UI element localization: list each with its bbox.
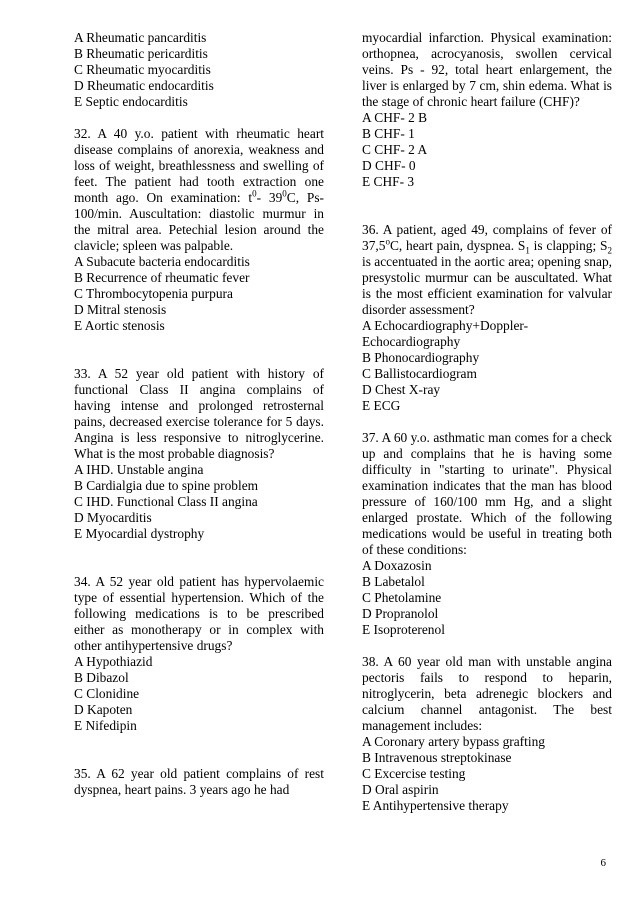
option: E Antihypertensive therapy [362,798,509,813]
option: D Oral aspirin [362,782,439,797]
question-35-end [362,30,612,190]
option: A Subacute bacteria endocarditis [74,254,250,269]
option: C Excercise testing [362,766,466,781]
question-stem: 35. A 62 year old patient complains of rest dyspnea, heart pains. 3 years ago he had [74,766,324,797]
option: B Phonocardiography [362,350,480,365]
option: C Clonidine [74,686,140,701]
option: A IHD. Unstable angina [74,462,204,477]
option: D Propranolol [362,606,439,621]
option: C Ballistocardiogram [362,366,477,381]
option: D Myocarditis [74,510,152,525]
option: Echocardiography [362,334,461,349]
option: D Kapoten [74,702,133,717]
question-37 [362,430,612,638]
option: B Recurrence of rheumatic fever [74,270,250,285]
question-stem: 36. A patient, aged 49, complains of fever of 37,5$^o$C, heart pain, dyspnea. $S_1$ is clapping; $S_2$ is accentuated in the aortic area; opening snap, presystolic murmur can be auscultated. What is the most efficient examination for valvular disorder assessment? [362,222,612,317]
question-32 [74,126,324,334]
option: E Nifedipin [74,718,137,733]
option: B CHF- 1 [362,126,415,141]
question-stem: 34. A 52 year old patient has hypervolaemic type of essential hypertension. Which of the following medications is to be prescribed either as monotherapy or in complex with other antihypertensive drugs? [74,574,324,653]
right-column [362,30,612,814]
option: D Chest X-ray [362,382,441,397]
question-stem: 37. A 60 y.o. asthmatic man comes for a check up and complains that he is having some difficulty in "starting to urinate". Physical examination indicates that the man has blood pressure of 160/100 mm Hg, and a slight enlarged prostate. Which of the following medications would be useful in treating both of these conditions: [362,430,612,557]
question-38 [362,654,612,814]
option: C Rheumatic myocarditis [74,62,211,77]
option: E Isoproterenol [362,622,445,637]
q31-options [74,30,324,110]
option: A Echocardiography+Doppler- [362,318,529,333]
question-stem: myocardial infarction. Physical examination: orthopnea, acrocyanosis, swollen cervical veins. Ps - 92, total heart enlargement, the liver is enlarged by 7 cm, shin edema. What is the stage of chronic heart failure (CHF)? [362,30,612,109]
option: B Intravenous streptokinase [362,750,512,765]
option: B Labetalol [362,574,425,589]
left-column [74,30,324,798]
option: D Mitral stenosis [74,302,167,317]
question-33 [74,366,324,542]
option: E CHF- 3 [362,174,415,189]
option: D Rheumatic endocarditis [74,78,214,93]
option: C CHF- 2 A [362,142,428,157]
question-stem: 32. A 40 y.o. patient with rheumatic heart disease complains of anorexia, weakness and loss of weight, breathlessness and swelling of feet. The patient had tooth extraction one month ago. On examination: $t^0-$ $39^0C$, Ps- 100/min. Auscultation: diastolic murmur in the mitral area. Petechial lesion around the clavicle; spleen was palpable. [74,126,324,253]
question-stem: 38. A 60 year old man with unstable angina pectoris fails to respond to heparin, nitroglycerin, beta adrenegic blockers and calcium channel antagonist. The best management includes: [362,654,612,733]
page-number: 6 [600,857,606,869]
option: E Aortic stenosis [74,318,165,333]
option: B Cardialgia due to spine problem [74,478,259,493]
option: A Doxazosin [362,558,432,573]
option: C Phetolamine [362,590,442,605]
option: A Rheumatic pancarditis [74,30,207,45]
question-35-start [74,766,324,798]
question-36 [362,222,612,414]
option: B Rheumatic pericarditis [74,46,208,61]
question-34 [74,574,324,734]
option: A CHF- 2 B [362,110,428,125]
option: D CHF- 0 [362,158,416,173]
option: C IHD. Functional Class II angina [74,494,258,509]
option: A Coronary artery bypass grafting [362,734,545,749]
option: A Hypothiazid [74,654,153,669]
option: E Myocardial dystrophy [74,526,205,541]
option: B Dibazol [74,670,129,685]
option: E Septic endocarditis [74,94,188,109]
option: C Thrombocytopenia purpura [74,286,233,301]
question-stem: 33. A 52 year old patient with history of functional Class II angina complains of having intense and prolonged retrosternal pains, decreased exercise tolerance for 5 days. Angina is less responsive to nitroglycerine. What is the most probable diagnosis? [74,366,324,461]
option: E ECG [362,398,401,413]
